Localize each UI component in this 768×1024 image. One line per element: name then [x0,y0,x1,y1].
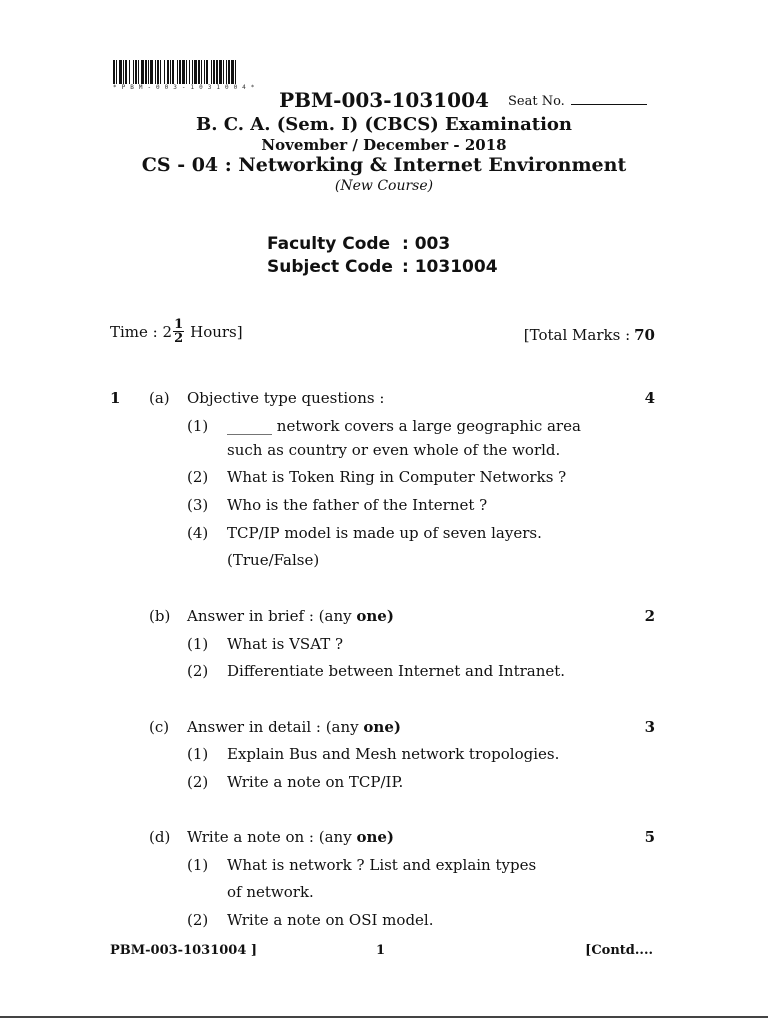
seat-number-field [508,94,647,109]
a-item-4-text: TCP/IP model is made up of seven layers. [227,524,542,542]
exam-title: B. C. A. (Sem. I) (CBCS) Examination [195,114,573,135]
part-d-emph: one) [356,828,395,846]
a-item-1-num: (1) [187,417,209,435]
seat-label: Seat No. [508,94,565,109]
part-d-instruction [187,828,394,846]
question-number: 1 [110,389,121,407]
c-item-2-text: Write a note on TCP/IP. [227,773,404,791]
total-marks-label: [Total Marks : [523,326,631,344]
part-d-marks: 5 [644,828,655,846]
a-item-3-num: (3) [187,496,209,514]
a-item-4-cont: (True/False) [227,551,320,569]
subject-code [267,257,498,277]
part-b-marks: 2 [644,607,655,625]
seat-number-blank [571,104,647,105]
d-item-2-text: Write a note on OSI model. [227,911,434,929]
b-item-2-num: (2) [187,662,209,680]
part-b-text: Answer in brief : (any [187,607,352,625]
page-bottom-rule [0,1016,768,1018]
c-item-1-num: (1) [187,745,209,763]
page-number: 1 [376,943,386,958]
a-item-1-cont: such as country or even whole of the world. [227,441,561,459]
time-unit: Hours] [190,322,243,341]
part-c-label: (c) [149,718,170,736]
d-item-1-cont: of network. [227,883,314,901]
time-fraction [173,318,184,345]
d-item-1-num: (1) [187,856,209,874]
a-item-3-text: Who is the father of the Internet ? [227,496,488,514]
course-note: (New Course) [334,178,434,194]
subject-code-value: : 1031004 [402,257,498,277]
part-b-instruction [187,607,394,625]
exam-session: November / December - 2018 [261,136,507,154]
part-d-text: Write a note on : (any [187,828,352,846]
time-allowed [110,318,243,345]
a-item-1-blank: ______ [227,417,272,435]
continued-note: [Contd.... [585,943,653,958]
part-a-label: (a) [149,389,170,407]
footer-paper-code: PBM-003-1031004 ] [110,943,258,958]
barcode-digits: *PBM-003-1031004* [113,84,260,91]
d-item-1-text: What is network ? List and explain types [227,856,537,874]
a-item-1-text: network covers a large geographic area [276,417,581,435]
total-marks-value: 70 [634,326,655,344]
faculty-code [267,234,450,254]
b-item-1-num: (1) [187,635,209,653]
part-c-instruction [187,718,401,736]
barcode-bar [236,60,238,84]
part-b-label: (b) [149,607,171,625]
faculty-code-label: Faculty Code [267,234,391,254]
subject-code-label: Subject Code [267,257,393,277]
a-item-2-num: (2) [187,468,209,486]
c-item-2-num: (2) [187,773,209,791]
time-fraction-num: 1 [174,317,184,332]
b-item-1-text: What is VSAT ? [227,635,344,653]
part-b-emph: one) [356,607,394,625]
time-label: Time : [110,322,158,341]
part-a-marks: 4 [644,389,655,407]
time-fraction-den: 2 [174,331,184,346]
part-a-text: Objective type questions : [187,389,385,407]
total-marks [524,326,655,344]
d-item-2-num: (2) [187,911,209,929]
a-item-2-text: What is Token Ring in Computer Networks ? [227,468,567,486]
a-item-1 [227,417,581,435]
barcode [113,60,413,84]
faculty-code-value: : 003 [402,234,451,254]
paper-code: PBM-003-1031004 [279,88,489,112]
b-item-2-text: Differentiate between Internet and Intranet. [227,662,566,680]
a-item-4-num: (4) [187,524,209,542]
c-item-1-text: Explain Bus and Mesh network tropologies. [227,745,560,763]
part-c-marks: 3 [644,718,655,736]
part-c-text: Answer in detail : (any [187,718,359,736]
part-d-label: (d) [149,828,171,846]
subject-title: CS - 04 : Networking & Internet Environment [141,154,627,176]
part-c-emph: one) [363,718,401,736]
time-whole: 2 [162,322,173,341]
